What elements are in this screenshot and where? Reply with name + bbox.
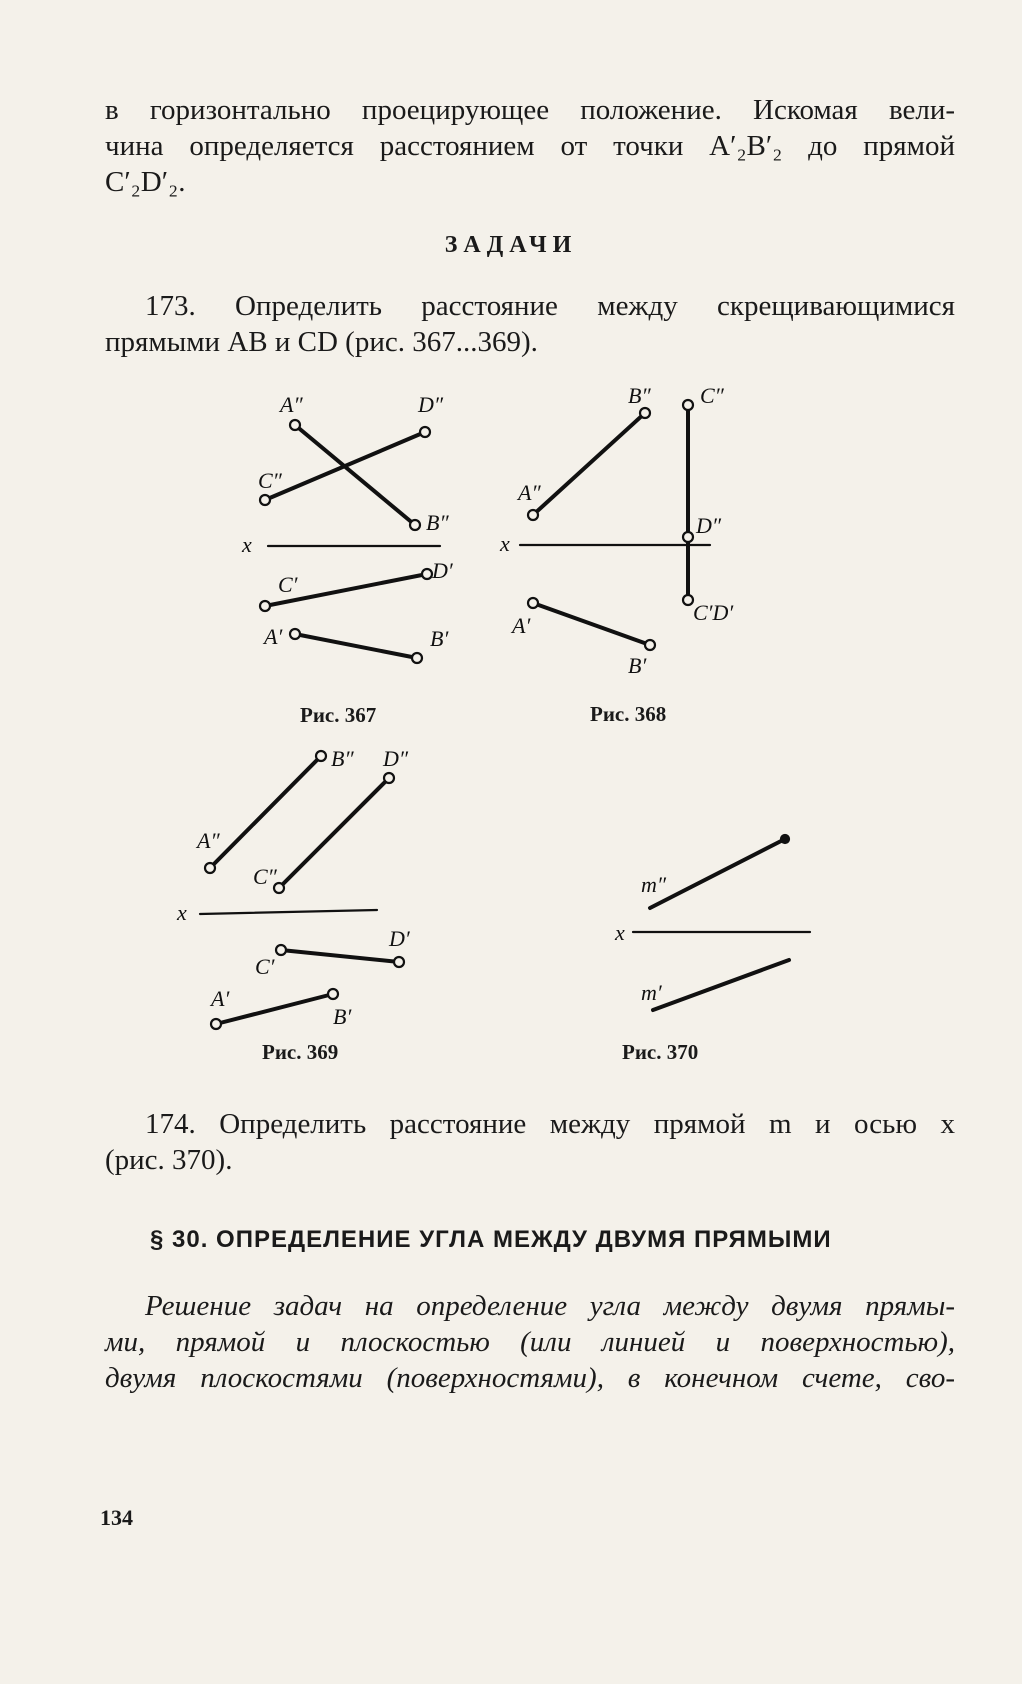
label-a1: A′	[264, 624, 283, 649]
point-m2-end	[781, 835, 789, 843]
caption-370: Рис. 370	[622, 1040, 699, 1064]
section-line-3: двумя плоскостями (поверхностями), в конечном счете, сво-	[105, 1362, 955, 1394]
label-m2: m″	[641, 872, 667, 897]
label-b2: B″	[426, 510, 449, 535]
point-c1	[260, 601, 270, 611]
point-b2	[316, 751, 326, 761]
label-c2: C″	[258, 468, 282, 493]
label-a2: A″	[280, 392, 303, 417]
point-a1	[290, 629, 300, 639]
caption-367: Рис. 367	[300, 703, 377, 727]
figure-370	[605, 820, 845, 1030]
label-a2: A″	[197, 828, 220, 853]
task-174-paragraph	[105, 1106, 955, 1178]
label-cd1: C′D′	[693, 600, 734, 625]
point-b2	[410, 520, 420, 530]
task-174-line-1: 174. Определить расстояние между прямой m и осью x	[145, 1108, 955, 1140]
intro-paragraph	[105, 92, 955, 200]
label-c2: C″	[700, 383, 724, 408]
point-b1	[412, 653, 422, 663]
point-c2	[260, 495, 270, 505]
label-b2: B″	[628, 383, 651, 408]
label-m1: m′	[641, 980, 662, 1005]
intro-line-1: в горизонтально проецирующее положение. Искомая вели-	[105, 94, 955, 126]
point-d2	[683, 532, 693, 542]
label-x: x	[615, 920, 625, 945]
task-173-line-1: 173. Определить расстояние между скрещивающимися	[145, 290, 955, 322]
section-paragraph	[105, 1288, 955, 1396]
line-a2b2	[210, 756, 321, 868]
label-d1: D′	[432, 558, 453, 583]
point-c2	[683, 400, 693, 410]
caption-369: Рис. 369	[262, 1040, 339, 1064]
point-b1	[328, 989, 338, 999]
point-a1	[211, 1019, 221, 1029]
label-x: x	[500, 531, 510, 556]
label-b1: B′	[430, 626, 449, 651]
intro-line-2: чина определяется расстоянием от точки A′₂B′₂ до прямой	[105, 130, 955, 162]
section-line-1: Решение задач на определение угла между двумя прямы-	[145, 1290, 955, 1322]
label-d2: D″	[418, 392, 444, 417]
figure-369	[175, 740, 445, 1040]
page-number: 134	[100, 1505, 133, 1530]
point-b2	[640, 408, 650, 418]
label-a1: A′	[211, 986, 230, 1011]
line-a1b1	[216, 994, 333, 1024]
section-heading: § 30. ОПРЕДЕЛЕНИЕ УГЛА МЕЖДУ ДВУМЯ ПРЯМЫМИ	[150, 1226, 832, 1253]
line-a1b1	[295, 634, 417, 658]
task-173-paragraph	[105, 288, 955, 360]
label-d2: D″	[383, 746, 409, 771]
label-d1: D′	[389, 926, 410, 951]
intro-line-3: C′₂D′₂.	[105, 166, 186, 198]
line-a2b2	[533, 413, 645, 515]
line-a1b1	[533, 603, 650, 645]
point-a1	[528, 598, 538, 608]
task-173-line-2: прямыми AB и CD (рис. 367...369).	[105, 326, 538, 358]
label-b1: B′	[333, 1004, 352, 1029]
label-c1: C′	[255, 954, 275, 979]
label-c2: C″	[253, 864, 277, 889]
figure-367	[240, 380, 480, 680]
line-a2b2	[295, 425, 415, 525]
point-d1	[394, 957, 404, 967]
task-174-line-2: (рис. 370).	[105, 1144, 233, 1176]
label-d2: D″	[696, 513, 722, 538]
label-a1: A′	[512, 613, 531, 638]
point-a2	[290, 420, 300, 430]
tasks-heading: ЗАДАЧИ	[444, 232, 578, 258]
line-c1d1	[281, 950, 399, 962]
label-x: x	[177, 900, 187, 925]
figure-368	[500, 375, 780, 680]
point-d2	[420, 427, 430, 437]
point-a2	[528, 510, 538, 520]
line-c2d2	[265, 432, 425, 500]
point-b1	[645, 640, 655, 650]
axis-x	[200, 910, 377, 914]
point-cd1	[683, 595, 693, 605]
line-m2	[650, 839, 785, 908]
label-x: x	[242, 532, 252, 557]
line-c2d2	[279, 778, 389, 888]
line-m1	[653, 960, 789, 1010]
label-b1: B′	[628, 653, 647, 678]
point-a2	[205, 863, 215, 873]
point-d1	[422, 569, 432, 579]
label-c1: C′	[278, 572, 298, 597]
point-d2	[384, 773, 394, 783]
caption-368: Рис. 368	[590, 702, 667, 726]
label-b2: B″	[331, 746, 354, 771]
label-a2: A″	[518, 480, 541, 505]
point-c1	[276, 945, 286, 955]
section-line-2: ми, прямой и плоскостью (или линией и поверхностью),	[105, 1326, 955, 1358]
